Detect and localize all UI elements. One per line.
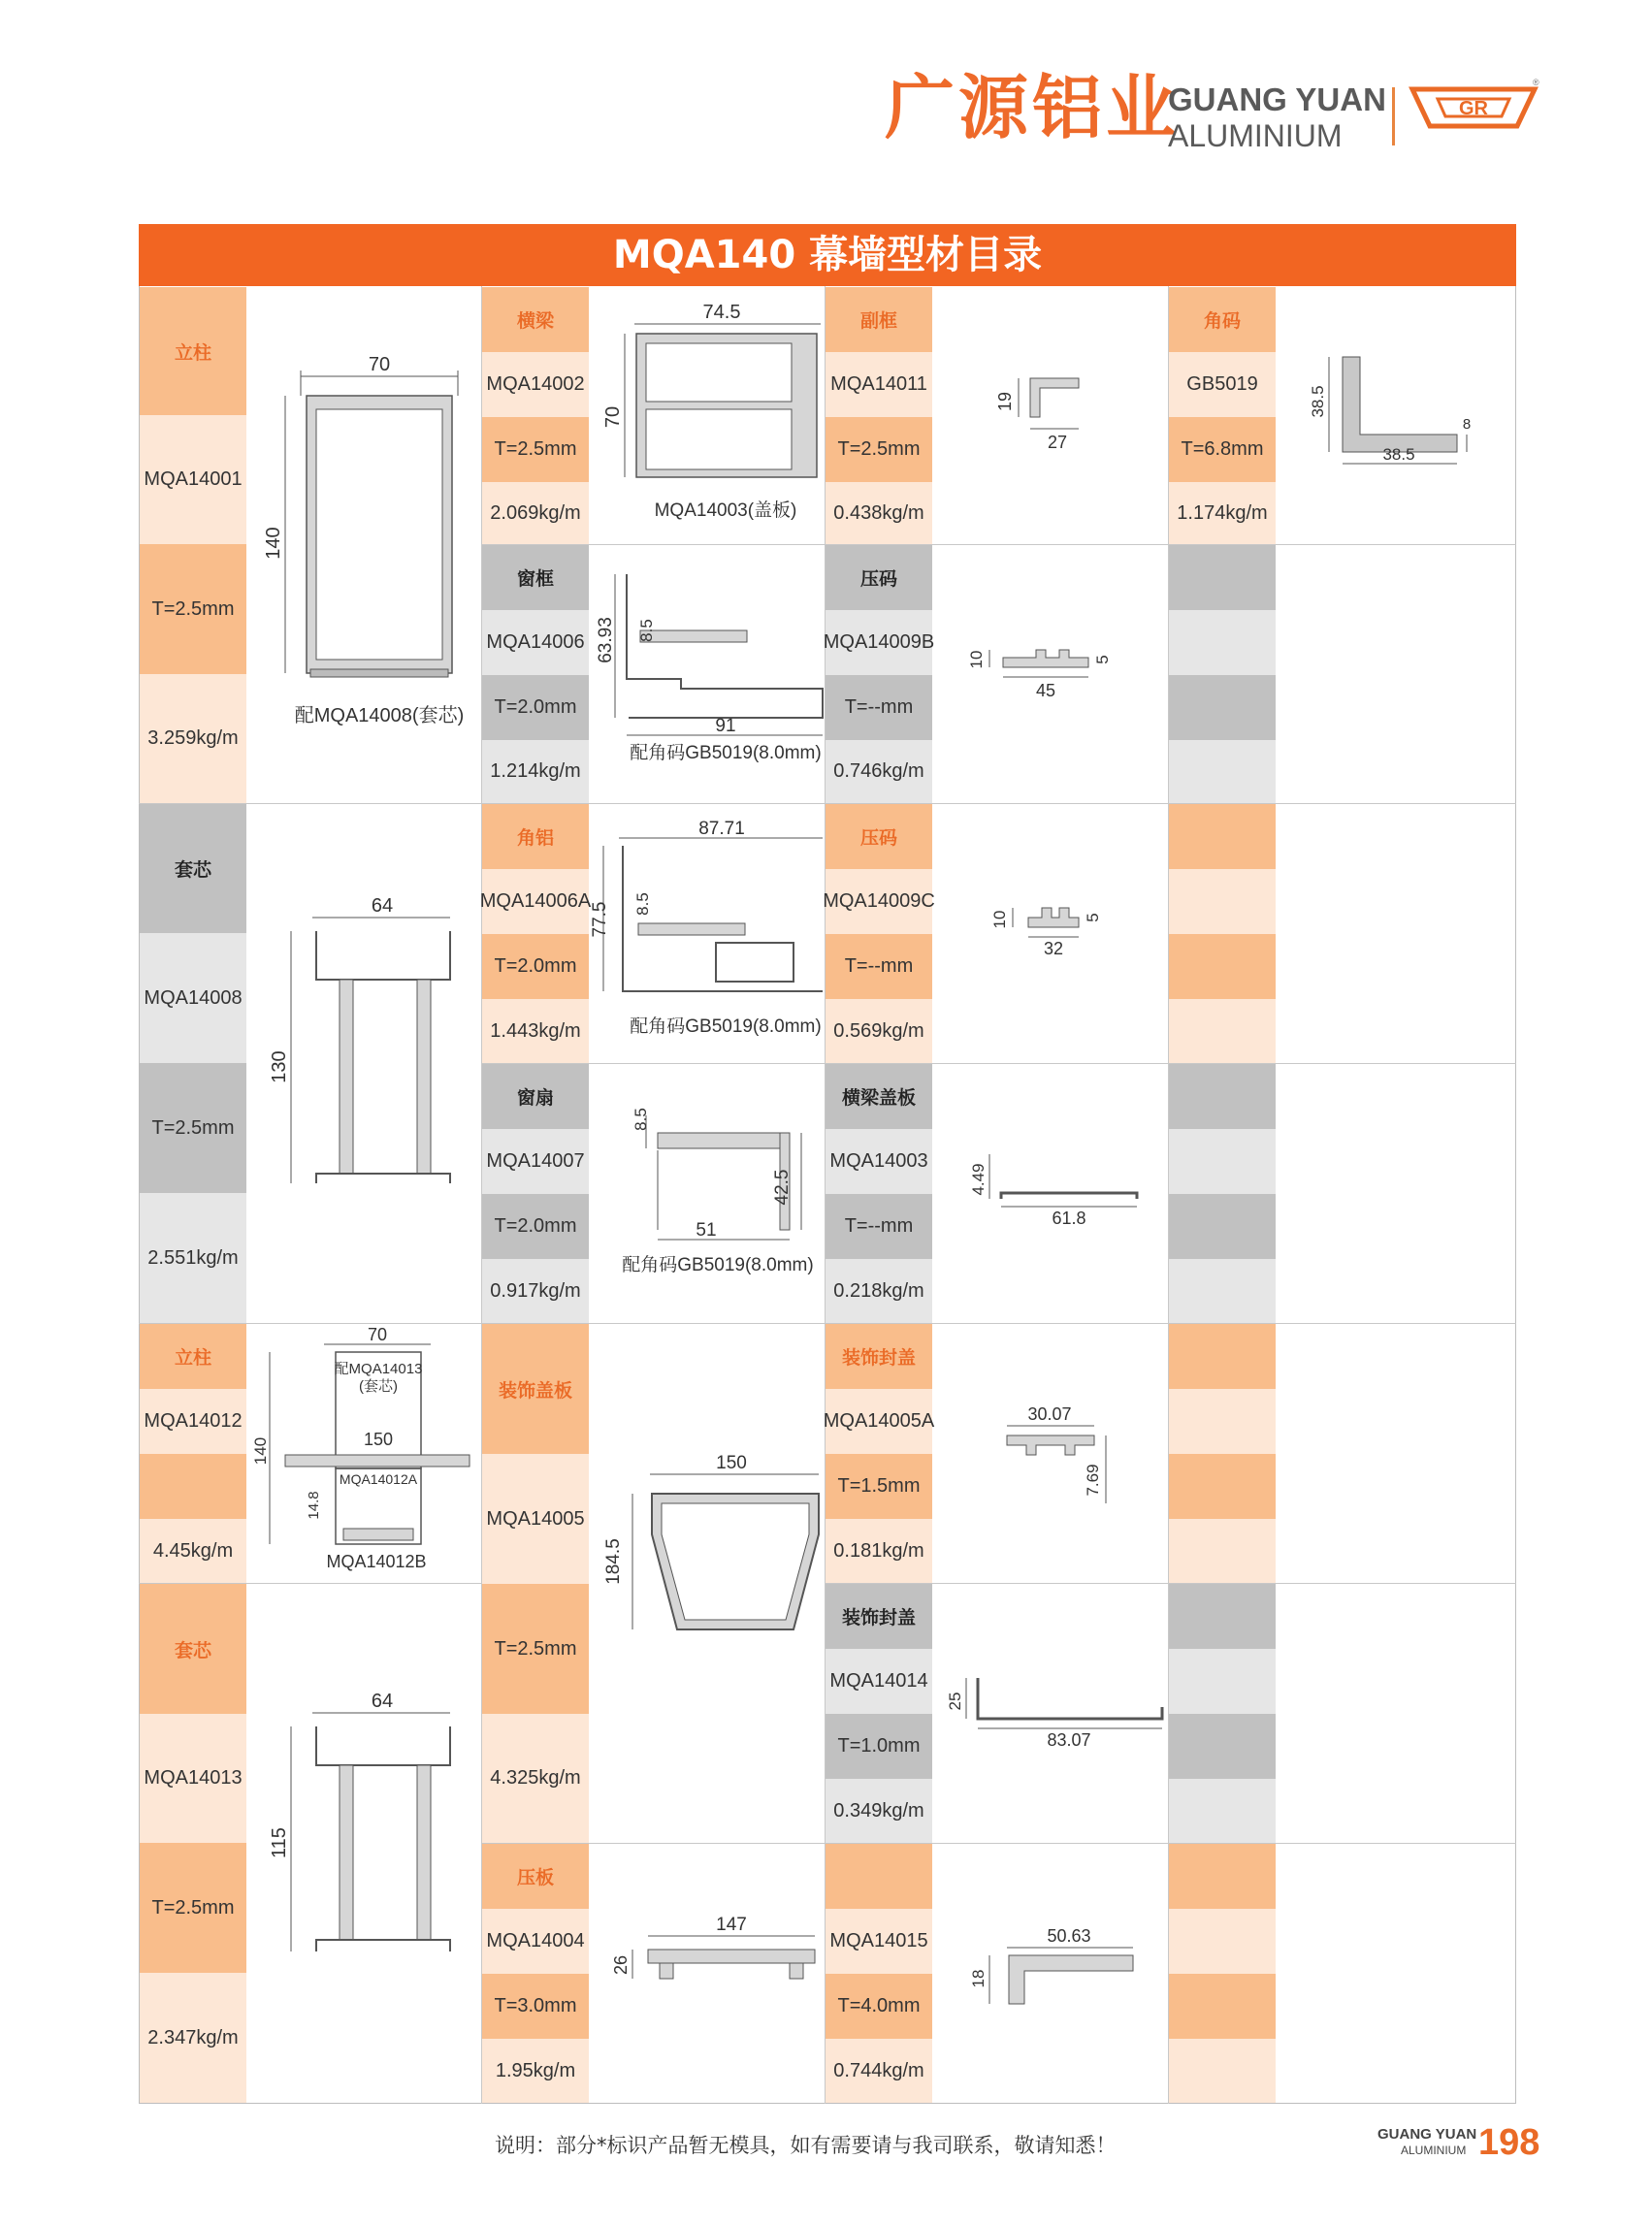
dim-thickness: 8 <box>1462 416 1472 433</box>
label-cell: 窗扇 <box>482 1064 589 1129</box>
dim-width: 64 <box>371 895 394 917</box>
dim-width-2: 150 <box>363 1430 394 1449</box>
header-divider <box>1392 87 1395 145</box>
weight-cell: 0.181kg/m <box>826 1519 932 1583</box>
dim-lip: 8.5 <box>633 892 652 916</box>
empty-cell <box>1169 2039 1276 2103</box>
code-cell: MQA14005A <box>826 1389 932 1454</box>
thickness-cell: T=2.5mm <box>140 1843 246 1973</box>
label-cell: 压码 <box>826 545 932 610</box>
code-cell: MQA14009B <box>826 610 932 675</box>
empty-cell <box>1169 1519 1276 1583</box>
dim-height: 26 <box>611 1954 631 1976</box>
weight-cell: 2.551kg/m <box>140 1193 246 1323</box>
empty-cell <box>1169 1064 1276 1129</box>
weight-cell: 2.347kg/m <box>140 1973 246 2103</box>
svg-text:配MQA14013: 配MQA14013 <box>334 1361 423 1377</box>
profile-drawing-mqa14012 <box>246 1325 479 1583</box>
label-cell: 横梁 <box>482 287 589 352</box>
dim-width: 147 <box>716 1915 747 1935</box>
profile-drawing-mqa14001 <box>246 349 479 737</box>
dim-width: 64 <box>371 1691 394 1712</box>
thickness-cell: T=2.5mm <box>482 417 589 482</box>
dim-height: 18 <box>969 1969 988 1988</box>
corner-note: 配角码GB5019(8.0mm) <box>622 1255 814 1275</box>
dim-height: 10 <box>967 650 986 669</box>
label-cell: 立柱 <box>140 1324 246 1389</box>
svg-text:GR: GR <box>1459 98 1488 119</box>
weight-cell: 1.214kg/m <box>482 740 589 803</box>
dim-width: 150 <box>716 1453 747 1473</box>
profile-drawing-mqa14008 <box>246 892 479 1232</box>
dim-height: 42.5 <box>772 1169 793 1206</box>
profile-drawing-mqa14014 <box>933 1649 1166 1775</box>
profile-drawing-mqa14009b <box>933 630 1166 718</box>
code-cell: MQA14001 <box>140 415 246 544</box>
label-cell: 装饰封盖 <box>826 1584 932 1649</box>
empty-cell <box>1169 1129 1276 1194</box>
code-cell: MQA14014 <box>826 1649 932 1714</box>
label-cell: 压码 <box>826 804 932 869</box>
code-cell: MQA14006A <box>482 869 589 934</box>
thickness-cell: T=1.0mm <box>826 1714 932 1779</box>
empty-cell <box>826 1844 932 1909</box>
dim-height-2: 5 <box>1093 655 1112 664</box>
weight-cell: 4.45kg/m <box>140 1519 246 1583</box>
code-cell: MQA14013 <box>140 1714 246 1843</box>
label-cell: 装饰盖板 <box>482 1324 589 1454</box>
profile-drawing-mqa14005 <box>590 1445 825 1736</box>
profile-drawing-mqa14002 <box>590 291 825 543</box>
profile-drawing-mqa14015 <box>933 1917 1166 2014</box>
dim-height: 10 <box>990 910 1009 929</box>
code-cell: MQA14003 <box>826 1129 932 1194</box>
footer-brand: GUANG YUAN <box>1377 2126 1477 2143</box>
empty-cell <box>1169 545 1276 610</box>
svg-text:MQA14012A: MQA14012A <box>339 1471 418 1487</box>
catalog-title: MQA140 幕墙型材目录 <box>139 224 1516 286</box>
footer-note: 说明：部分*标识产品暂无模具，如有需要请与我司联系，敬请知悉！ <box>495 2134 1117 2157</box>
weight-cell: 4.325kg/m <box>482 1714 589 1843</box>
empty-cell <box>1169 804 1276 869</box>
weight-cell: 0.744kg/m <box>826 2039 932 2103</box>
empty-cell <box>1169 999 1276 1063</box>
corner-note: 配角码GB5019(8.0mm) <box>630 1016 822 1037</box>
dim-height: 25 <box>946 1692 964 1711</box>
dim-height: 184.5 <box>603 1538 624 1585</box>
dim-height-2: 14.8 <box>306 1491 322 1520</box>
empty-cell <box>1169 1714 1276 1779</box>
code-cell: MQA14009C <box>826 869 932 934</box>
profile-drawing-mqa14006 <box>590 563 825 782</box>
brand-logo-icon <box>1409 78 1539 145</box>
profile-drawing-gb5019 <box>1277 334 1515 489</box>
thickness-cell: T=2.0mm <box>482 1194 589 1259</box>
label-cell: 副框 <box>826 287 932 352</box>
thickness-cell: T=2.5mm <box>140 1063 246 1193</box>
empty-cell <box>1169 740 1276 803</box>
weight-cell: 0.349kg/m <box>826 1779 932 1843</box>
profile-drawing-mqa14007 <box>590 1086 825 1280</box>
weight-cell: 1.443kg/m <box>482 999 589 1063</box>
dim-height-2: 5 <box>1084 913 1102 922</box>
weight-cell: 1.174kg/m <box>1169 482 1276 544</box>
empty-cell <box>1169 1324 1276 1389</box>
profile-drawing-mqa14006a <box>590 817 825 1059</box>
row-divider <box>481 544 1516 545</box>
brand-name-en-sub: ALUMINIUM <box>1168 118 1343 153</box>
label-cell: 套芯 <box>140 1584 246 1714</box>
dim-height: 130 <box>269 1050 290 1083</box>
dim-width: 74.5 <box>702 302 741 323</box>
weight-cell: 0.746kg/m <box>826 740 932 803</box>
code-cell: MQA14015 <box>826 1909 932 1974</box>
empty-cell <box>1169 1844 1276 1909</box>
empty-cell <box>1169 1389 1276 1454</box>
svg-text:®: ® <box>1533 78 1539 87</box>
thickness-cell: T=--mm <box>826 934 932 999</box>
label-cell: 压板 <box>482 1844 589 1909</box>
label-cell: 角码 <box>1169 287 1276 352</box>
thickness-cell: T=2.5mm <box>482 1584 589 1714</box>
dim-width: 61.8 <box>1052 1209 1086 1228</box>
cover-note: MQA14003(盖板) <box>654 500 797 521</box>
thickness-cell: T=--mm <box>826 1194 932 1259</box>
empty-cell <box>1169 675 1276 740</box>
dim-width: 50.63 <box>1047 1926 1091 1946</box>
empty-cell <box>140 1454 246 1519</box>
fit-note: 配MQA14008(套芯) <box>294 705 465 726</box>
code-cell: GB5019 <box>1169 352 1276 417</box>
dim-width: 51 <box>696 1220 717 1241</box>
label-cell: 套芯 <box>140 804 246 933</box>
footer-brand-sub: ALUMINIUM <box>1401 2144 1467 2157</box>
empty-cell <box>1169 934 1276 999</box>
weight-cell: 3.259kg/m <box>140 674 246 803</box>
code-cell: MQA14004 <box>482 1909 589 1974</box>
code-cell: MQA14008 <box>140 933 246 1063</box>
label-cell: 立柱 <box>140 287 246 415</box>
weight-cell: 0.917kg/m <box>482 1259 589 1323</box>
empty-cell <box>1169 610 1276 675</box>
thickness-cell: T=2.0mm <box>482 934 589 999</box>
dim-height: 19 <box>995 391 1015 412</box>
weight-cell: 0.569kg/m <box>826 999 932 1063</box>
dim-width: 83.07 <box>1047 1730 1091 1750</box>
empty-cell <box>1169 1454 1276 1519</box>
thickness-cell: T=6.8mm <box>1169 417 1276 482</box>
dim-height: 70 <box>602 405 624 429</box>
dim-height: 4.49 <box>969 1163 988 1196</box>
dim-height: 38.5 <box>1309 385 1327 418</box>
thickness-cell: T=2.5mm <box>826 417 932 482</box>
code-cell: MQA14012 <box>140 1389 246 1454</box>
profile-drawing-mqa14011 <box>933 359 1166 456</box>
dim-width: 27 <box>1047 433 1068 452</box>
code-cell: MQA14006 <box>482 610 589 675</box>
dim-width: 38.5 <box>1382 445 1415 464</box>
empty-cell <box>1169 1779 1276 1843</box>
svg-text:(套芯): (套芯) <box>359 1378 398 1395</box>
code-cell: MQA14011 <box>826 352 932 417</box>
svg-text:MQA14012B: MQA14012B <box>326 1552 427 1571</box>
corner-note: 配角码GB5019(8.0mm) <box>630 743 822 763</box>
weight-cell: 1.95kg/m <box>482 2039 589 2103</box>
dim-height: 140 <box>263 527 284 560</box>
dim-width: 30.07 <box>1027 1404 1072 1424</box>
profile-drawing-mqa14013 <box>246 1688 479 1988</box>
dim-height: 63.93 <box>596 617 616 663</box>
empty-cell <box>1169 1194 1276 1259</box>
thickness-cell: T=1.5mm <box>826 1454 932 1519</box>
code-cell: MQA14007 <box>482 1129 589 1194</box>
thickness-cell: T=4.0mm <box>826 1974 932 2039</box>
thickness-cell: T=3.0mm <box>482 1974 589 2039</box>
empty-cell <box>1169 869 1276 934</box>
brand-name-en: GUANG YUAN <box>1168 81 1386 117</box>
label-cell: 角铝 <box>482 804 589 869</box>
dim-height: 140 <box>251 1436 270 1466</box>
dim-width: 91 <box>715 716 736 736</box>
dim-width: 45 <box>1035 681 1056 700</box>
label-cell: 窗框 <box>482 545 589 610</box>
profile-drawing-mqa14003 <box>933 1145 1166 1232</box>
page-number: 198 <box>1478 2122 1540 2163</box>
dim-height: 77.5 <box>590 901 610 938</box>
dim-width: 87.71 <box>698 819 745 839</box>
label-cell: 横梁盖板 <box>826 1064 932 1129</box>
dim-lip: 8.5 <box>637 619 656 642</box>
profile-drawing-mqa14004 <box>590 1911 825 2027</box>
profile-drawing-mqa14005a <box>933 1397 1166 1513</box>
thickness-cell: T=--mm <box>826 675 932 740</box>
weight-cell: 0.438kg/m <box>826 482 932 544</box>
profile-drawing-mqa14009c <box>933 892 1166 980</box>
empty-cell <box>1169 1974 1276 2039</box>
weight-cell: 0.218kg/m <box>826 1259 932 1323</box>
dim-lip: 8.5 <box>632 1108 650 1131</box>
thickness-cell: T=2.0mm <box>482 675 589 740</box>
brand-name-cn: 广源铝业 <box>885 67 1181 148</box>
dim-width: 32 <box>1043 939 1064 958</box>
empty-cell <box>1169 1584 1276 1649</box>
dim-width: 70 <box>368 354 391 375</box>
row-divider <box>481 1063 1516 1064</box>
thickness-cell: T=2.5mm <box>140 544 246 674</box>
empty-cell <box>1169 1259 1276 1323</box>
weight-cell: 2.069kg/m <box>482 482 589 544</box>
label-cell: 装饰封盖 <box>826 1324 932 1389</box>
dim-height: 7.69 <box>1084 1464 1102 1497</box>
dim-height: 115 <box>269 1827 290 1858</box>
dim-width: 70 <box>367 1325 388 1344</box>
code-cell: MQA14002 <box>482 352 589 417</box>
empty-cell <box>1169 1649 1276 1714</box>
empty-cell <box>1169 1909 1276 1974</box>
code-cell: MQA14005 <box>482 1454 589 1584</box>
